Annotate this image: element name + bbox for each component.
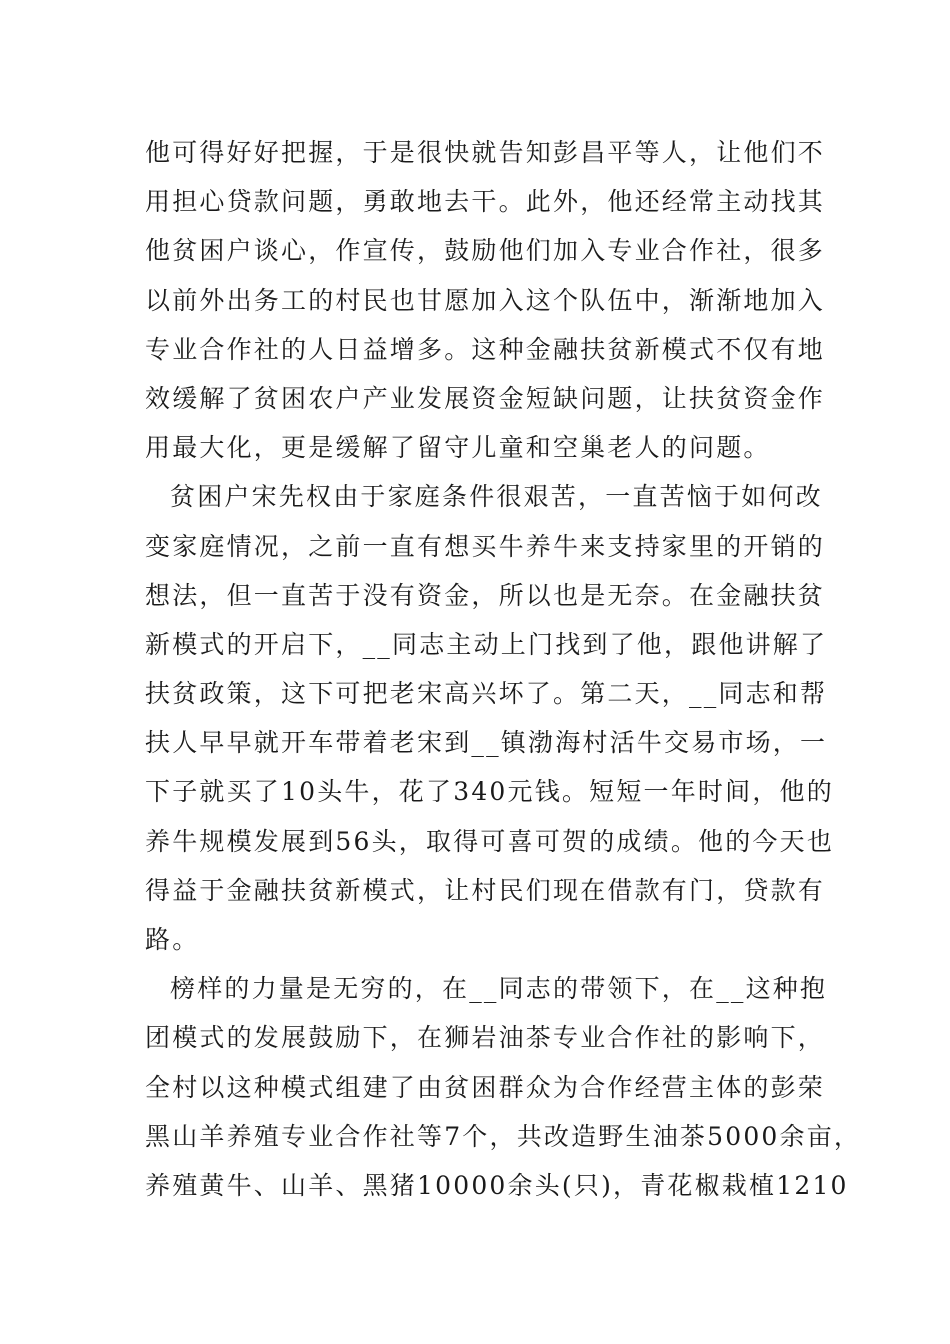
text-line: 黑山羊养殖专业合作社等7个，共改造野生油茶5000余亩，: [145, 1121, 862, 1151]
text-line: 以前外出务工的村民也甘愿加入这个队伍中，渐渐地加入: [145, 285, 826, 315]
text-line: 养殖黄牛、山羊、黑猪10000余头(只)，青花椒栽植1210: [145, 1170, 849, 1200]
text-line: 榜样的力量是无穷的，在__同志的带领下，在__这种抱: [170, 974, 828, 1004]
document-body: [145, 128, 862, 1210]
text-line: 养牛规模发展到56头，取得可喜可贺的成绩。他的今天也: [145, 826, 835, 856]
text-line: 用担心贷款问题，勇敢地去干。此外，他还经常主动找其: [145, 187, 826, 217]
text-line: 专业合作社的人日益增多。这种金融扶贫新模式不仅有地: [145, 334, 826, 364]
text-line: 他可得好好把握，于是很快就告知彭昌平等人，让他们不: [145, 138, 826, 167]
text-line: 贫困户宋先权由于家庭条件很艰苦，一直苦恼于如何改: [170, 482, 823, 512]
text-line: 新模式的开启下，__同志主动上门找到了他，跟他讲解了: [145, 629, 828, 659]
paragraph: [145, 964, 862, 1210]
paragraph: [145, 128, 825, 472]
text-line: 得益于金融扶贫新模式，让村民们现在借款有门，贷款有: [145, 875, 826, 905]
text-line: 团模式的发展鼓励下，在狮岩油茶专业合作社的影响下，: [145, 1023, 826, 1053]
text-line: 他贫困户谈心，作宣传，鼓励他们加入专业合作社，很多: [145, 236, 826, 266]
text-line: 全村以这种模式组建了由贫困群众为合作经营主体的彭荣: [145, 1072, 826, 1102]
text-line: 下子就买了10头牛，花了340元钱。短短一年时间，他的: [145, 777, 834, 807]
paragraph: [145, 472, 835, 964]
text-line: 效缓解了贫困农户产业发展资金短缺问题，让扶贫资金作: [145, 383, 826, 413]
text-line: 用最大化，更是缓解了留守儿童和空巢老人的问题。: [145, 433, 771, 463]
text-line: 扶人早早就开车带着老宋到__镇渤海村活牛交易市场，一: [145, 728, 828, 758]
text-line: 想法，但一直苦于没有资金，所以也是无奈。在金融扶贫: [145, 580, 826, 610]
text-line: 变家庭情况，之前一直有想买牛养牛来支持家里的开销的: [145, 531, 826, 561]
text-line: 路。: [145, 925, 200, 954]
text-line: 扶贫政策，这下可把老宋高兴坏了。第二天，__同志和帮: [145, 679, 828, 709]
